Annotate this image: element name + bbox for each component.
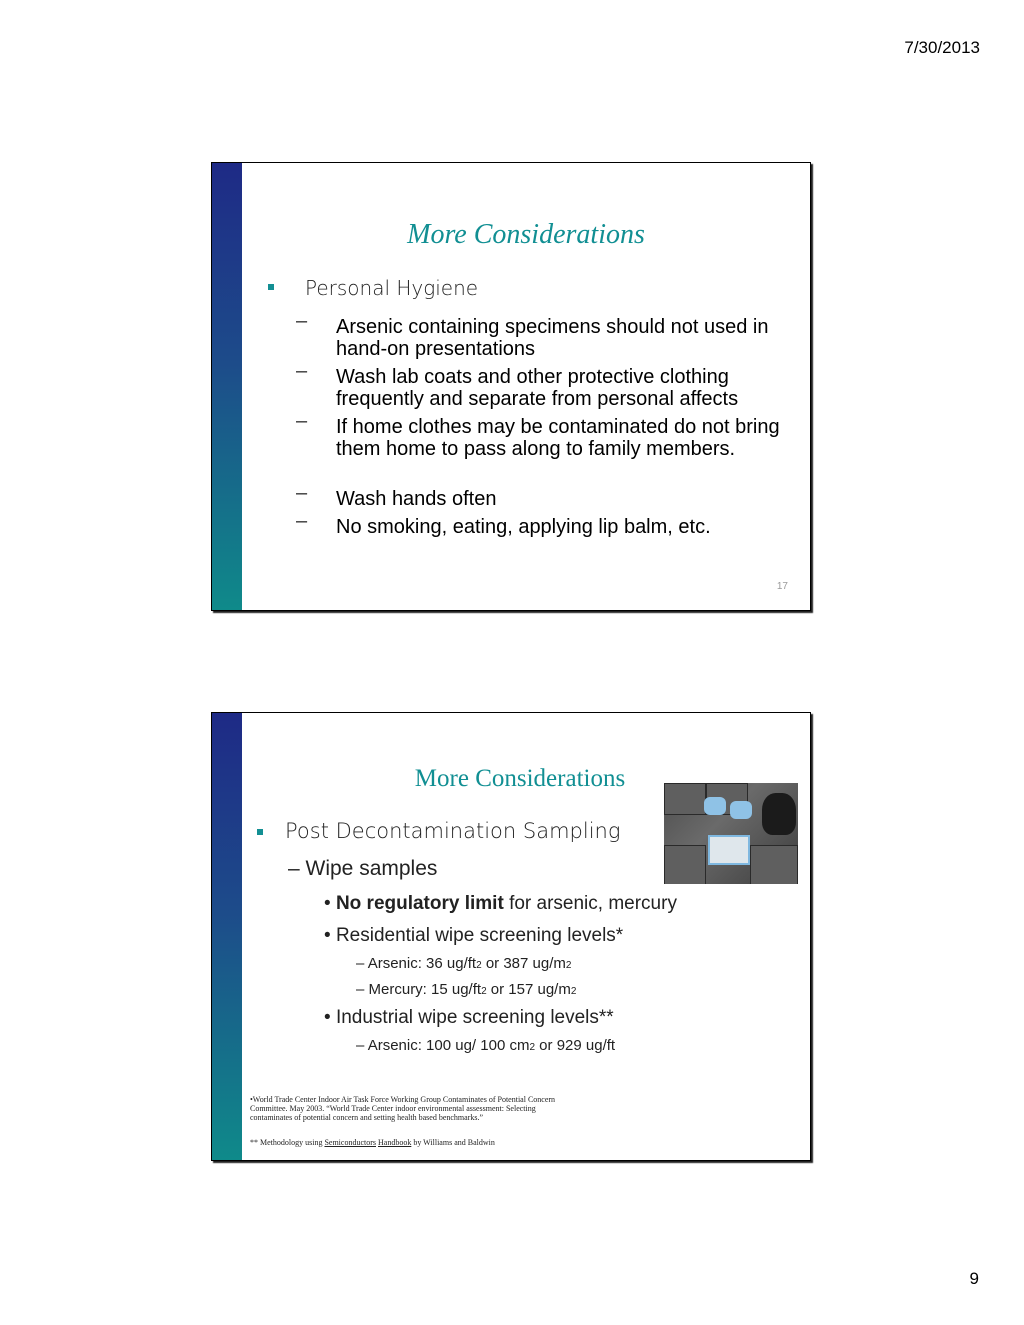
- bullet-text: Industrial wipe screening levels**: [335, 1007, 614, 1028]
- list-item-text: Wash lab coats and other protective clothing frequently and separate from personal affects: [336, 366, 739, 410]
- dash-icon: –: [296, 510, 308, 532]
- bullet-residential: • Residential wipe screening levels*: [324, 925, 624, 946]
- bullet-personal-hygiene: Personal Hygiene: [305, 276, 479, 300]
- list-item-text: No smoking, eating, applying lip balm, etc.: [336, 516, 711, 538]
- footnote-wtc: •World Trade Center Indoor Air Task Force Working Group Contaminates of Potential Concern Committee. May 2003. “World Trade Center indoor environmental assessment: Selecting contaminates of potential concern and setting health based benchmarks.”: [250, 1095, 556, 1122]
- sub-item-mercury-residential: – Mercury: 15 ug/ft2 or 157 ug/m2: [356, 981, 577, 998]
- slide-title: More Considerations: [407, 219, 645, 250]
- square-bullet-icon: [268, 284, 274, 290]
- wipe-sampling-photo: [664, 783, 798, 884]
- bullet-text: for arsenic, mercury: [503, 893, 677, 914]
- square-bullet-icon: [257, 829, 263, 835]
- bullet-post-decontamination: Post Decontamination Sampling: [285, 819, 621, 843]
- page-date: 7/30/2013: [904, 38, 980, 57]
- sub-item-arsenic-industrial: – Arsenic: 100 ug/ 100 cm2 or 929 ug/ft: [356, 1037, 616, 1054]
- dash-icon: –: [296, 410, 308, 432]
- bullet-industrial: • Industrial wipe screening levels**: [324, 1007, 614, 1028]
- slide-number: 17: [776, 581, 788, 592]
- dash-icon: –: [288, 857, 306, 880]
- slide-17: [211, 162, 811, 611]
- page-number: 9: [969, 1269, 979, 1288]
- footnote-methodology: ** Methodology using Semiconductors Handbook by Williams and Baldwin: [250, 1138, 495, 1147]
- sub-item-arsenic-residential: – Arsenic: 36 ug/ft2 or 387 ug/m2: [356, 955, 572, 972]
- slide-18: [211, 712, 811, 1161]
- dash-icon: –: [296, 360, 308, 382]
- list-item-text: If home clothes may be contaminated do not bring them home to pass along to family members.: [336, 416, 780, 460]
- dash-icon: –: [296, 482, 308, 504]
- sub-item-text: Wipe samples: [305, 857, 438, 880]
- slide-side-bar: [212, 713, 242, 1160]
- dash-icon: –: [296, 310, 308, 332]
- bullet-regulatory-limit: • No regulatory limit for arsenic, mercury: [324, 893, 677, 914]
- list-item-text: Wash hands often: [336, 488, 497, 510]
- bullet-text: Residential wipe screening levels*: [335, 925, 624, 946]
- slide-title: More Considerations: [414, 765, 626, 792]
- slide-side-bar: [212, 163, 242, 610]
- bold-text: No regulatory limit: [335, 893, 504, 914]
- list-item-text: Arsenic containing specimens should not used in hand-on presentations: [336, 316, 769, 360]
- sub-item-wipe-samples: [288, 857, 437, 881]
